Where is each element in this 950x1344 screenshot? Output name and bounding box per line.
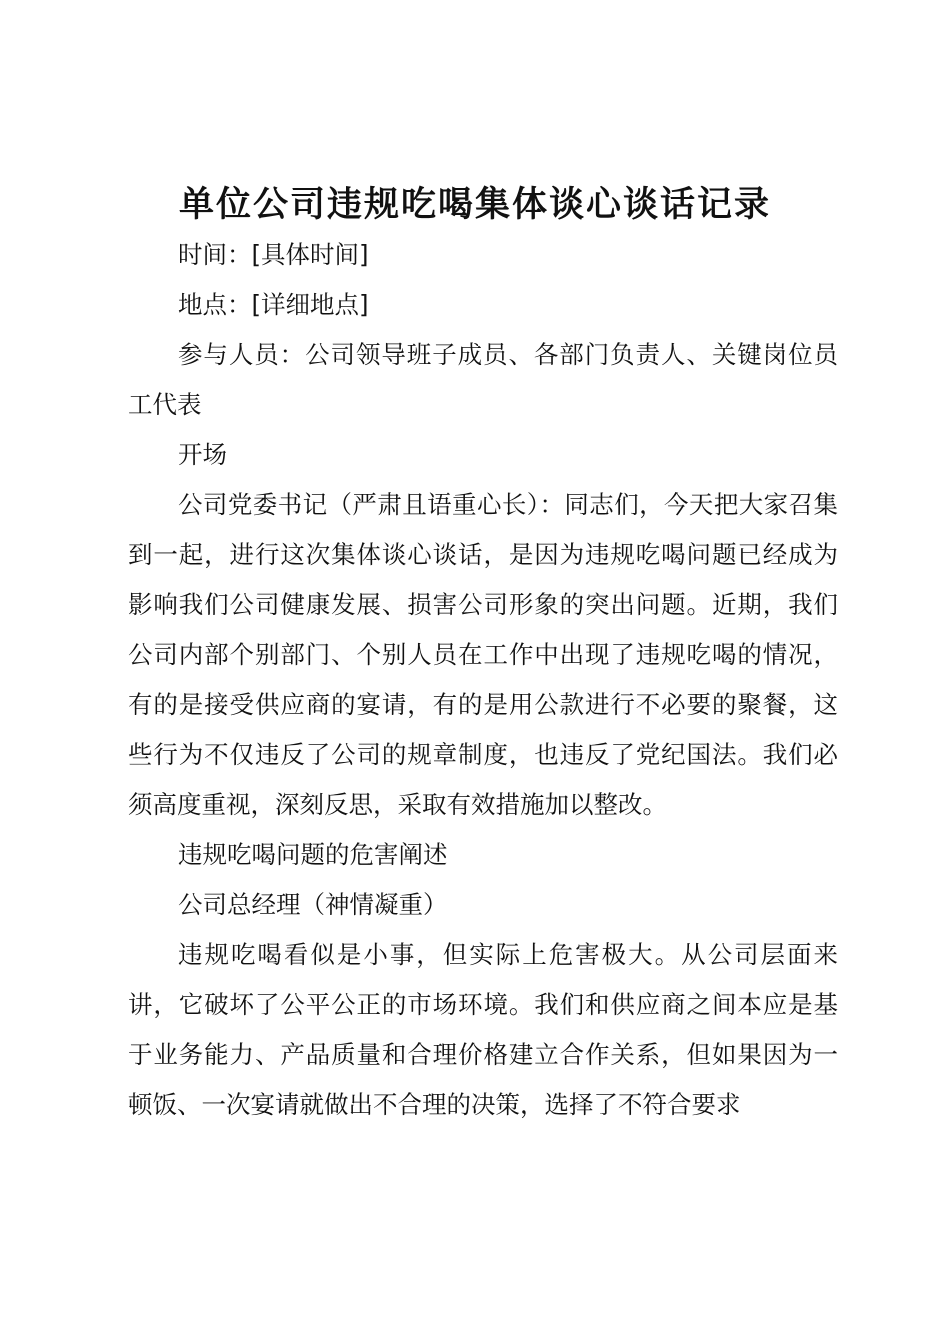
- time-line: 时间：[具体时间]: [178, 240, 369, 269]
- section-heading-harms: 违规吃喝问题的危害阐述: [178, 840, 448, 869]
- speaker-general-manager: 公司总经理（神情凝重）: [178, 890, 448, 919]
- general-manager-speech: 违规吃喝看似是小事，但实际上危害极大。从公司层面来讲，它破坏了公平公正的市场环境。我们和供应商之间本应是基于业务能力、产品质量和合理价格建立合作关系，但如果因为一顿饭、一次宴请就做出不合理的决策，选择了不符合要求: [128, 940, 838, 1119]
- document-title: 单位公司违规吃喝集体谈心谈话记录: [178, 185, 771, 225]
- participants-line: 参与人员：公司领导班子成员、各部门负责人、关键岗位员工代表: [128, 340, 838, 419]
- party-secretary-speech: 公司党委书记（严肃且语重心长）：同志们，今天把大家召集到一起，进行这次集体谈心谈话，是因为违规吃喝问题已经成为影响我们公司健康发展、损害公司形象的突出问题。近期，我们公司内部个别部门、个别人员在工作中出现了违规吃喝的情况，有的是接受供应商的宴请，有的是用公款进行不必要的聚餐，这些行为不仅违反了公司的规章制度，也违反了党纪国法。我们必须高度重视，深刻反思，采取有效措施加以整改。: [128, 490, 838, 819]
- section-heading-opening: 开场: [178, 440, 227, 469]
- location-line: 地点：[详细地点]: [178, 290, 369, 319]
- document-body: [128, 230, 838, 1130]
